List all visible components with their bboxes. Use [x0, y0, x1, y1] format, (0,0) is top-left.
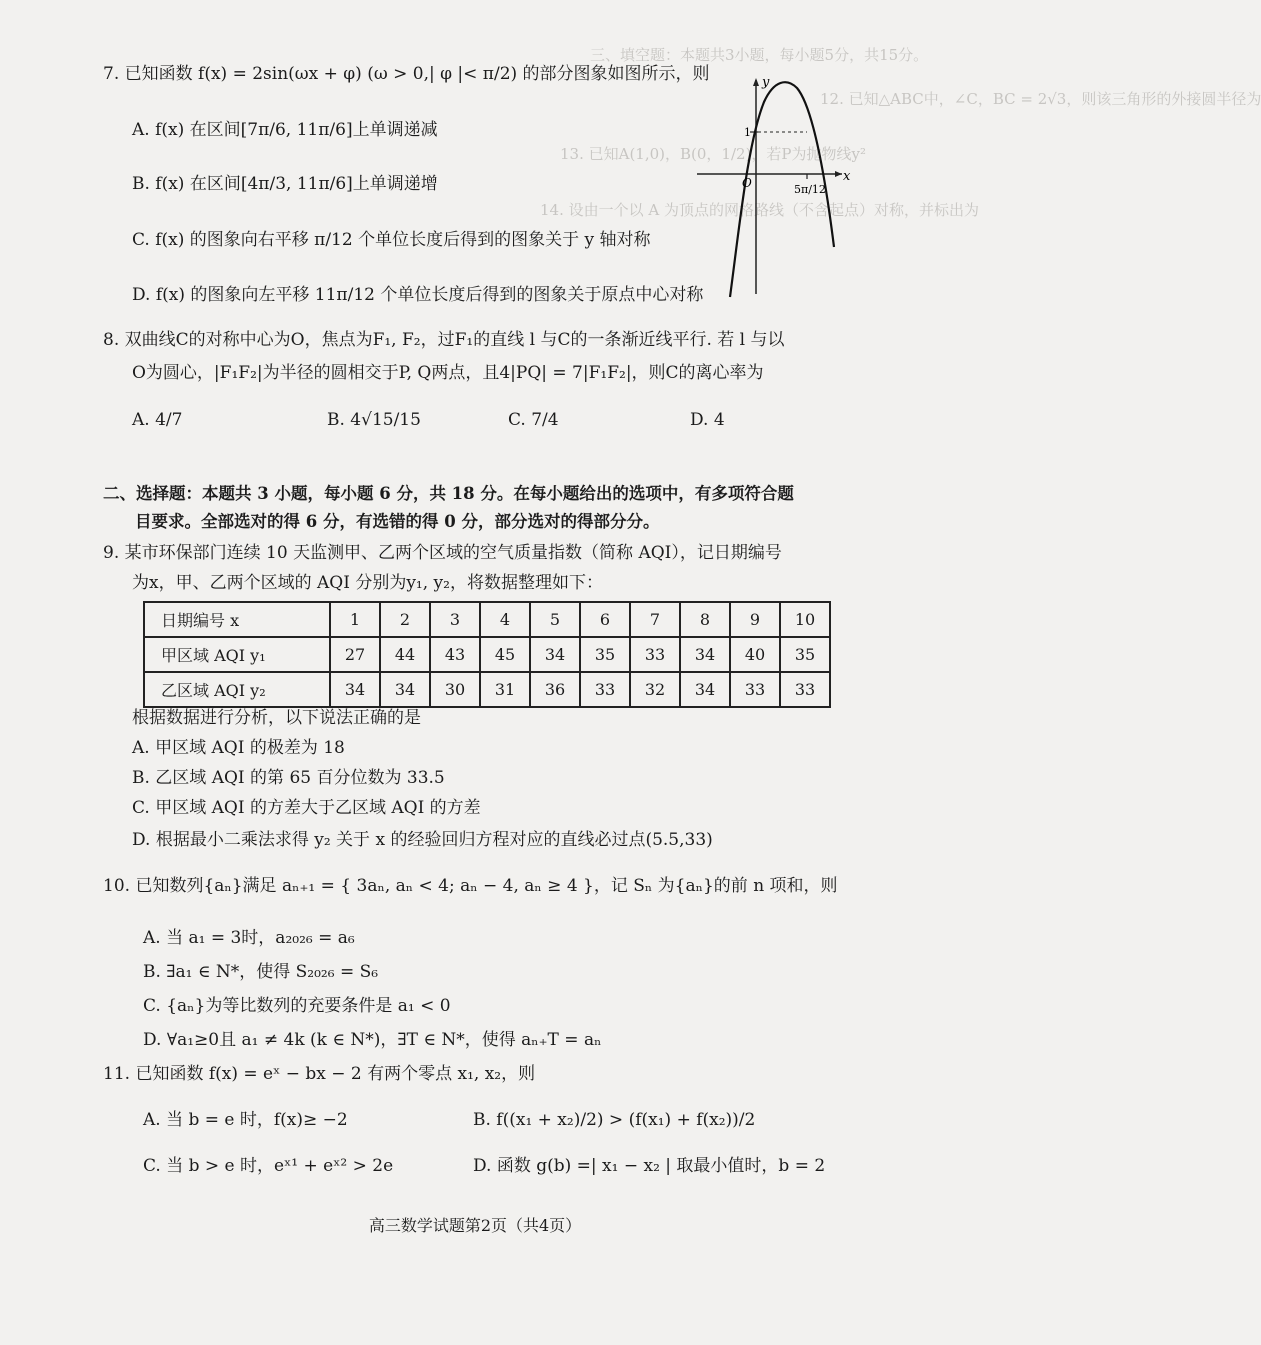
q8-option-a: A. 4/7: [132, 410, 183, 430]
table-label-region-a: 甲区域 AQI y₁: [144, 637, 330, 672]
q8-line-1: 8. 双曲线C的对称中心为O，焦点为F₁, F₂，过F₁的直线 l 与C的一条渐近线平行. 若 l 与以: [103, 330, 785, 350]
table-cell: 35: [580, 637, 630, 672]
section-2-heading-line-2: 目要求。全部选对的得 6 分，有选错的得 0 分，部分选对的得部分分。: [135, 512, 660, 531]
q11-option-b: B. f((x₁ + x₂)/2) > (f(x₁) + f(x₂))/2: [473, 1110, 756, 1130]
table-cell: 4: [480, 602, 530, 637]
section-2-heading-line-1: 二、选择题：本题共 3 小题，每小题 6 分，共 18 分。在每小题给出的选项中，有多项符合题: [103, 484, 794, 503]
table-cell: 36: [530, 672, 580, 707]
q10-option-c: C. {aₙ}为等比数列的充要条件是 a₁ < 0: [143, 996, 451, 1016]
table-cell: 33: [780, 672, 830, 707]
table-cell: 10: [780, 602, 830, 637]
table-cell: 27: [330, 637, 380, 672]
ghost-text-4: 14. 设由一个以 A 为顶点的网格路线（不含起点）对称，并标出为: [540, 201, 979, 219]
table-cell: 34: [680, 637, 730, 672]
y-one-label: 1: [744, 126, 751, 139]
q9-line-1: 9. 某市环保部门连续 10 天监测甲、乙两个区域的空气质量指数（简称 AQI），记日期编号: [103, 543, 782, 563]
table-cell: 33: [730, 672, 780, 707]
table-cell: 40: [730, 637, 780, 672]
q10-option-a: A. 当 a₁ = 3时，a₂₀₂₆ = a₆: [143, 928, 355, 948]
table-cell: 31: [480, 672, 530, 707]
table-header-date: 日期编号 x: [144, 602, 330, 637]
q9-line-2: 为x，甲、乙两个区域的 AQI 分别为y₁, y₂，将数据整理如下：: [132, 573, 603, 593]
q11-option-d: D. 函数 g(b) =| x₁ − x₂ | 取最小值时，b = 2: [473, 1156, 826, 1176]
q7-sine-graph: [692, 72, 852, 297]
q9-option-b: B. 乙区域 AQI 的第 65 百分位数为 33.5: [132, 768, 445, 788]
q9-after-table: 根据数据进行分析，以下说法正确的是: [132, 708, 421, 728]
x-axis-label: x: [843, 169, 851, 184]
q8-option-c: C. 7/4: [508, 410, 559, 430]
x-axis-arrow: [835, 171, 842, 177]
y-axis-arrow: [753, 78, 759, 86]
table-cell: 7: [630, 602, 680, 637]
table-cell: 45: [480, 637, 530, 672]
table-cell: 34: [680, 672, 730, 707]
q9-option-c: C. 甲区域 AQI 的方差大于乙区域 AQI 的方差: [132, 798, 481, 818]
table-cell: 34: [330, 672, 380, 707]
q10-option-b: B. ∃a₁ ∈ N*，使得 S₂₀₂₆ = S₆: [143, 962, 379, 982]
table-cell: 34: [530, 637, 580, 672]
table-cell: 33: [630, 637, 680, 672]
table-row-dates: [144, 602, 830, 637]
table-cell: 33: [580, 672, 630, 707]
q7-option-b: B. f(x) 在区间[4π/3, 11π/6]上单调递增: [132, 174, 438, 194]
q10-stem: 10. 已知数列{aₙ}满足 aₙ₊₁ = { 3aₙ, aₙ < 4; aₙ − 4, aₙ ≥ 4 }，记 Sₙ 为{aₙ}的前 n 项和，则: [103, 876, 838, 896]
table-cell: 9: [730, 602, 780, 637]
q7-option-a: A. f(x) 在区间[7π/6, 11π/6]上单调递减: [132, 120, 438, 140]
table-row-region-b: [144, 672, 830, 707]
table-cell: 35: [780, 637, 830, 672]
q10-option-d: D. ∀a₁≥0且 a₁ ≠ 4k (k ∈ N*)，∃T ∈ N*，使得 aₙ₊T = aₙ: [143, 1030, 602, 1050]
q11-stem: 11. 已知函数 f(x) = eˣ − bx − 2 有两个零点 x₁, x₂，则: [103, 1064, 536, 1084]
table-cell: 2: [380, 602, 430, 637]
table-cell: 8: [680, 602, 730, 637]
table-cell: 6: [580, 602, 630, 637]
ghost-text-1: 三、填空题：本题共3小题，每小题5分，共15分。: [590, 46, 929, 64]
table-row-region-a: [144, 637, 830, 672]
table-cell: 30: [430, 672, 480, 707]
ghost-text-2: 12. 已知△ABC中，∠C，BC = 2√3，则该三角形的外接圆半径为: [820, 90, 1261, 108]
q7-option-d: D. f(x) 的图象向左平移 11π/12 个单位长度后得到的图象关于原点中心对称: [132, 285, 704, 305]
ghost-text-3: 13. 已知A(1,0)，B(0，1/2)，若P为抛物线y²: [560, 145, 867, 163]
q8-option-d: D. 4: [690, 410, 725, 430]
q9-option-a: A. 甲区域 AQI 的极差为 18: [132, 738, 345, 758]
table-cell: 5: [530, 602, 580, 637]
x-tick-label: 5π/12: [794, 183, 826, 196]
page-footer: 高三数学试题第2页（共4页）: [368, 1216, 582, 1235]
y-axis-label: y: [762, 75, 770, 90]
q9-option-d: D. 根据最小二乘法求得 y₂ 关于 x 的经验回归方程对应的直线必过点(5.5,33): [132, 830, 713, 850]
table-cell: 3: [430, 602, 480, 637]
q8-line-2: O为圆心，|F₁F₂|为半径的圆相交于P, Q两点，且4|PQ| = 7|F₁F₂|，则C的离心率为: [132, 363, 764, 383]
q7-stem: 7. 已知函数 f(x) = 2sin(ωx + φ) (ω > 0,| φ |< π/2) 的部分图象如图所示，则: [103, 64, 710, 84]
table-cell: 1: [330, 602, 380, 637]
origin-label: O: [742, 176, 752, 190]
q7-option-c: C. f(x) 的图象向右平移 π/12 个单位长度后得到的图象关于 y 轴对称: [132, 230, 651, 250]
table-cell: 34: [380, 672, 430, 707]
table-label-region-b: 乙区域 AQI y₂: [144, 672, 330, 707]
q11-option-a: A. 当 b = e 时，f(x)≥ −2: [143, 1110, 348, 1130]
table-cell: 43: [430, 637, 480, 672]
aqi-table: [143, 601, 831, 708]
table-cell: 44: [380, 637, 430, 672]
q11-option-c: C. 当 b > e 时，eˣ¹ + eˣ² > 2e: [143, 1156, 394, 1176]
table-cell: 32: [630, 672, 680, 707]
q8-option-b: B. 4√15/15: [327, 410, 421, 430]
